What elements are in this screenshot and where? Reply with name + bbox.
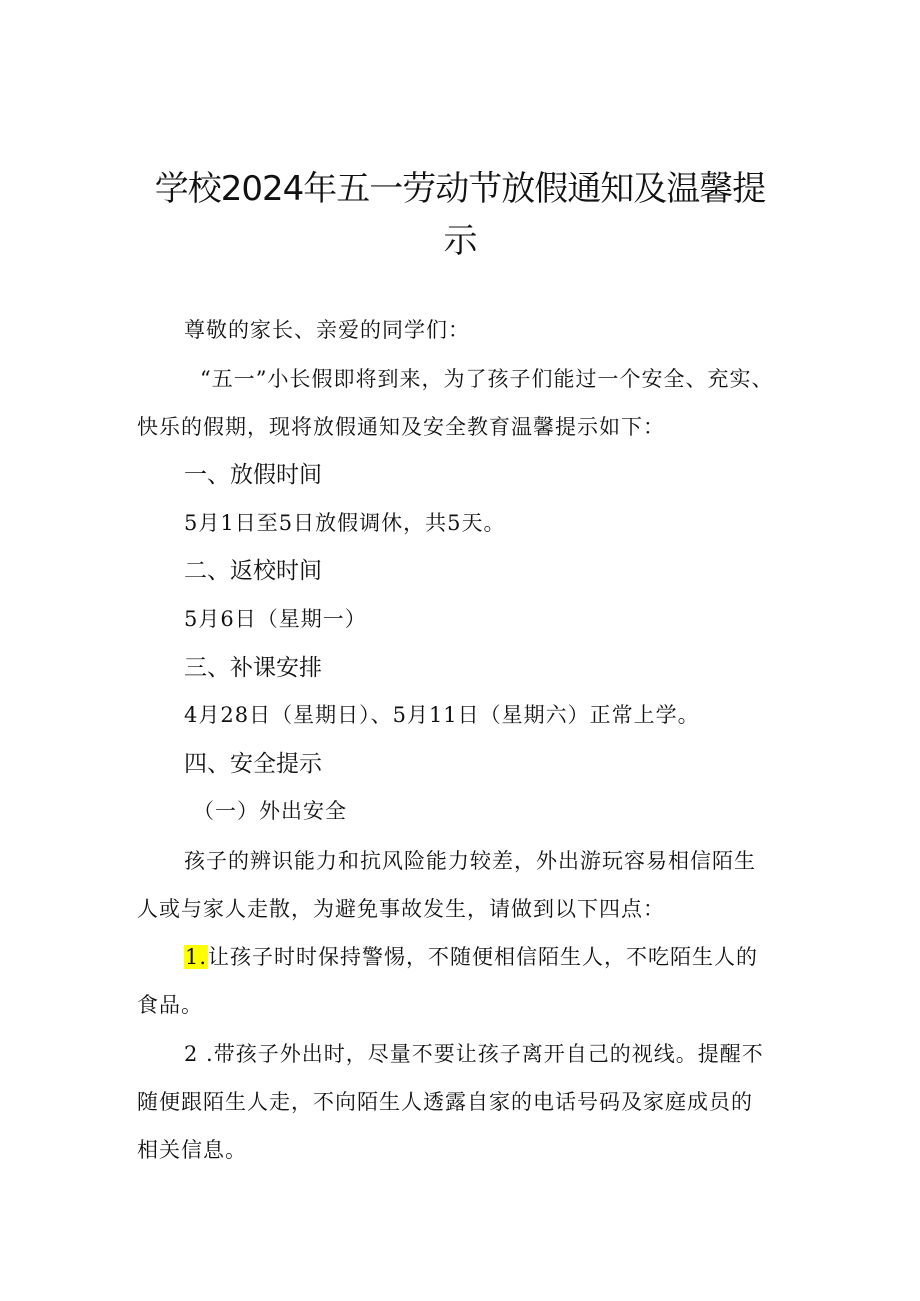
section-heading-1: 一、放假时间 bbox=[184, 462, 322, 488]
section-text-3: 4月28日（星期日）、5月11日（星期六）正常上学。 bbox=[184, 703, 700, 727]
paragraph-1-line-1: 孩子的辨识能力和抗风险能力较差，外出游玩容易相信陌生 bbox=[184, 849, 756, 873]
title-line-1: 学校2024年五一劳动节放假通知及温馨提 bbox=[154, 169, 766, 209]
section-text-2: 5月6日（星期一） bbox=[184, 607, 367, 631]
paragraph-1-line-2: 人或与家人走散，为避免事故发生，请做到以下四点： bbox=[137, 897, 665, 921]
salutation: 尊敬的家长、亲爱的同学们： bbox=[184, 318, 470, 342]
item-1-line-1 bbox=[184, 942, 758, 972]
section-text-1: 5月1日至5日放假调休，共5天。 bbox=[184, 511, 506, 535]
section-heading-2: 二、返校时间 bbox=[184, 558, 322, 584]
subsection-heading-1: （一）外出安全 bbox=[193, 799, 347, 823]
item-2-line-3: 相关信息。 bbox=[137, 1138, 247, 1162]
intro-line-2: 快乐的假期，现将放假通知及安全教育温馨提示如下： bbox=[137, 415, 665, 439]
document-title bbox=[0, 163, 920, 267]
intro-line-1: “五一”小长假即将到来，为了孩子们能过一个安全、充实、 bbox=[200, 367, 774, 391]
highlighted-number: 1. bbox=[185, 945, 208, 969]
item-1-line-2: 食品。 bbox=[137, 993, 203, 1017]
item-2-line-1: 2 .带孩子外出时，尽量不要让孩子离开自己的视线。提醒不 bbox=[184, 1042, 764, 1066]
section-heading-4: 四、安全提示 bbox=[184, 751, 322, 777]
section-heading-3: 三、补课安排 bbox=[184, 655, 322, 681]
item-2-line-2: 随便跟陌生人走，不向陌生人透露自家的电话号码及家庭成员的 bbox=[137, 1090, 753, 1114]
title-line-2: 示 bbox=[443, 221, 477, 261]
item-1-text: 让孩子时时保持警惕，不随便相信陌生人，不吃陌生人的 bbox=[208, 945, 759, 969]
